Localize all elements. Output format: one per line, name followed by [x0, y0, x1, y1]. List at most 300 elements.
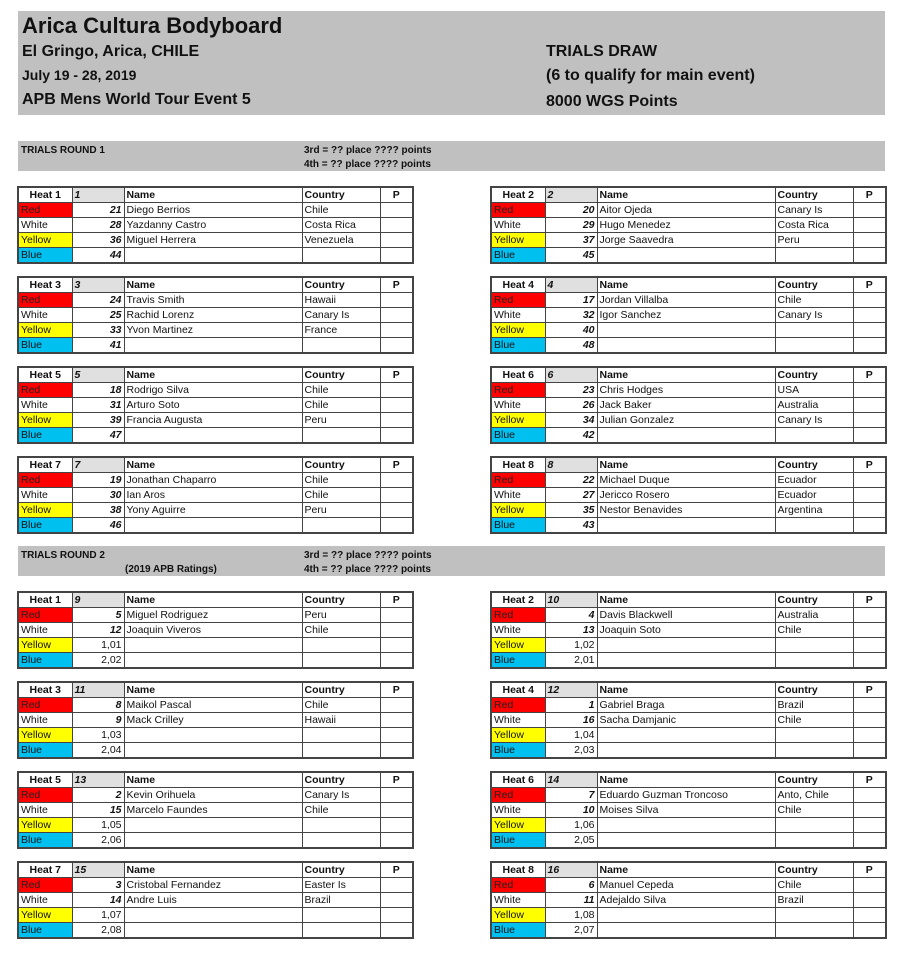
jersey-color: Blue [18, 428, 72, 444]
heat-row [18, 203, 413, 218]
heat-header-row [18, 457, 413, 473]
place-column-header: P [853, 367, 886, 383]
place-cell [853, 818, 886, 833]
heat-row [491, 338, 886, 354]
heat-row [18, 398, 413, 413]
jersey-color: Red [491, 383, 545, 398]
surfer-name [597, 923, 775, 939]
surfer-country: Chile [775, 878, 853, 893]
seed: 29 [545, 218, 597, 233]
place-column-header: P [380, 862, 413, 878]
heat-row [18, 413, 413, 428]
heat-row [491, 428, 886, 444]
heat-label: Heat 3 [18, 682, 72, 698]
heat-table [17, 591, 414, 669]
surfer-country: Venezuela [302, 233, 380, 248]
seed: 8 [72, 698, 124, 713]
surfer-country: Canary Is [775, 413, 853, 428]
surfer-name [124, 653, 302, 669]
jersey-color: Blue [491, 428, 545, 444]
place-column-header: P [853, 457, 886, 473]
place-cell [380, 728, 413, 743]
surfer-name [597, 653, 775, 669]
jersey-color: Yellow [18, 323, 72, 338]
surfer-name [597, 428, 775, 444]
jersey-color: White [18, 713, 72, 728]
seed: 2,01 [545, 653, 597, 669]
seed: 7 [545, 788, 597, 803]
surfer-name: Yvon Martinez [124, 323, 302, 338]
surfer-name [597, 818, 775, 833]
event-header [18, 11, 885, 115]
surfer-country [775, 728, 853, 743]
jersey-color: Yellow [18, 818, 72, 833]
heat-number: 13 [72, 772, 124, 788]
place-cell [380, 908, 413, 923]
heat-row [491, 623, 886, 638]
heat-table [490, 456, 887, 534]
heat-row [491, 893, 886, 908]
heat-row [18, 518, 413, 534]
place-cell [380, 893, 413, 908]
heat-row [491, 413, 886, 428]
surfer-country: Chile [302, 488, 380, 503]
heat-header-row [491, 862, 886, 878]
surfer-name: Kevin Orihuela [124, 788, 302, 803]
event-location: El Gringo, Arica, CHILE [22, 43, 200, 60]
heat-row [18, 293, 413, 308]
place-cell [380, 398, 413, 413]
heat-row [491, 248, 886, 264]
heat-number: 6 [545, 367, 597, 383]
place-cell [380, 503, 413, 518]
place-cell [380, 638, 413, 653]
seed: 26 [545, 398, 597, 413]
jersey-color: White [18, 398, 72, 413]
surfer-name: Manuel Cepeda [597, 878, 775, 893]
surfer-country [302, 428, 380, 444]
heat-row [491, 518, 886, 534]
surfer-name: Ian Aros [124, 488, 302, 503]
name-column-header: Name [124, 592, 302, 608]
seed: 28 [72, 218, 124, 233]
surfer-name: Joaquin Soto [597, 623, 775, 638]
seed: 33 [72, 323, 124, 338]
country-column-header: Country [775, 682, 853, 698]
name-column-header: Name [597, 367, 775, 383]
heat-table [17, 681, 414, 759]
surfer-country [775, 338, 853, 354]
jersey-color: Red [491, 878, 545, 893]
heat-table [490, 681, 887, 759]
seed: 1,02 [545, 638, 597, 653]
surfer-name [124, 818, 302, 833]
seed: 22 [545, 473, 597, 488]
surfer-name: Hugo Menedez [597, 218, 775, 233]
place-cell [853, 803, 886, 818]
place-cell [853, 383, 886, 398]
surfer-country: Costa Rica [302, 218, 380, 233]
jersey-color: White [491, 488, 545, 503]
jersey-color: Blue [18, 338, 72, 354]
surfer-country [302, 833, 380, 849]
jersey-color: Blue [491, 653, 545, 669]
place-cell [380, 473, 413, 488]
jersey-color: Blue [491, 518, 545, 534]
jersey-color: Yellow [491, 908, 545, 923]
seed: 2,05 [545, 833, 597, 849]
surfer-name: Adejaldo Silva [597, 893, 775, 908]
place-cell [853, 728, 886, 743]
place-column-header: P [380, 457, 413, 473]
place-cell [853, 203, 886, 218]
heat-row [18, 308, 413, 323]
heat-label: Heat 5 [18, 772, 72, 788]
place-cell [853, 923, 886, 939]
seed: 21 [72, 203, 124, 218]
seed: 1,06 [545, 818, 597, 833]
jersey-color: Yellow [491, 728, 545, 743]
heat-header-row [18, 772, 413, 788]
jersey-color: Yellow [18, 638, 72, 653]
surfer-country: Chile [302, 698, 380, 713]
heat-row [18, 248, 413, 264]
heat-label: Heat 2 [491, 592, 545, 608]
seed: 20 [545, 203, 597, 218]
name-column-header: Name [124, 277, 302, 293]
heat-label: Heat 6 [491, 772, 545, 788]
heat-label: Heat 6 [491, 367, 545, 383]
jersey-color: Blue [491, 338, 545, 354]
heat-row [491, 308, 886, 323]
heat-row [491, 608, 886, 623]
event-title: Arica Cultura Bodyboard [22, 13, 283, 38]
surfer-name: Michael Duque [597, 473, 775, 488]
place-cell [380, 218, 413, 233]
place-cell [380, 203, 413, 218]
surfer-name [124, 743, 302, 759]
seed: 36 [72, 233, 124, 248]
surfer-country [302, 923, 380, 939]
round-title: TRIALS ROUND 1 [21, 145, 105, 156]
round-subtitle: (2019 APB Ratings) [125, 564, 217, 575]
heat-header-row [18, 682, 413, 698]
seed: 25 [72, 308, 124, 323]
country-column-header: Country [302, 367, 380, 383]
surfer-country: Easter Is [302, 878, 380, 893]
surfer-country: Hawaii [302, 293, 380, 308]
heat-number: 15 [72, 862, 124, 878]
place-cell [853, 308, 886, 323]
seed: 15 [72, 803, 124, 818]
heat-header-row [18, 187, 413, 203]
heat-row [18, 383, 413, 398]
surfer-country [302, 248, 380, 264]
seed: 2,04 [72, 743, 124, 759]
seed: 47 [72, 428, 124, 444]
heat-header-row [491, 367, 886, 383]
place-column-header: P [853, 772, 886, 788]
place-cell [853, 743, 886, 759]
heat-table [17, 456, 414, 534]
place-cell [380, 308, 413, 323]
heat-row [18, 608, 413, 623]
heat-number: 3 [72, 277, 124, 293]
jersey-color: White [491, 398, 545, 413]
surfer-country [775, 833, 853, 849]
seed: 2,02 [72, 653, 124, 669]
heat-row [18, 743, 413, 759]
place-cell [380, 488, 413, 503]
jersey-color: White [491, 803, 545, 818]
name-column-header: Name [124, 682, 302, 698]
jersey-color: Blue [18, 923, 72, 939]
surfer-name: Jericco Rosero [597, 488, 775, 503]
seed: 12 [72, 623, 124, 638]
heat-row [18, 503, 413, 518]
round-header [18, 141, 885, 171]
heat-table [490, 276, 887, 354]
surfer-name: Nestor Benavides [597, 503, 775, 518]
surfer-country [775, 428, 853, 444]
heat-number: 11 [72, 682, 124, 698]
place-cell [853, 878, 886, 893]
surfer-country: Argentina [775, 503, 853, 518]
country-column-header: Country [775, 457, 853, 473]
surfer-name: Yazdanny Castro [124, 218, 302, 233]
surfer-country: France [302, 323, 380, 338]
surfer-name: Joaquin Viveros [124, 623, 302, 638]
heat-table [17, 186, 414, 264]
points-note: 8000 WGS Points [546, 93, 678, 110]
heat-row [491, 833, 886, 849]
surfer-name [597, 638, 775, 653]
surfer-name: Jorge Saavedra [597, 233, 775, 248]
surfer-name [124, 518, 302, 534]
surfer-name: Miguel Rodriguez [124, 608, 302, 623]
surfer-country: Chile [302, 398, 380, 413]
place-cell [380, 383, 413, 398]
heat-row [491, 203, 886, 218]
heat-row [491, 473, 886, 488]
country-column-header: Country [302, 682, 380, 698]
seed: 1 [545, 698, 597, 713]
jersey-color: Red [491, 473, 545, 488]
surfer-name: Diego Berrios [124, 203, 302, 218]
country-column-header: Country [775, 187, 853, 203]
heat-row [491, 638, 886, 653]
surfer-country: Chile [775, 293, 853, 308]
surfer-country: Chile [302, 383, 380, 398]
place-cell [853, 218, 886, 233]
jersey-color: Yellow [491, 413, 545, 428]
surfer-country: Australia [775, 398, 853, 413]
place-cell [853, 518, 886, 534]
jersey-color: White [18, 803, 72, 818]
place-cell [380, 833, 413, 849]
place-cell [853, 503, 886, 518]
surfer-name: Sacha Damjanic [597, 713, 775, 728]
jersey-color: Blue [491, 833, 545, 849]
surfer-country: Ecuador [775, 473, 853, 488]
place-cell [380, 248, 413, 264]
place-column-header: P [853, 592, 886, 608]
heat-header-row [18, 592, 413, 608]
place-cell [853, 248, 886, 264]
heat-number: 12 [545, 682, 597, 698]
seed: 6 [545, 878, 597, 893]
surfer-name: Jack Baker [597, 398, 775, 413]
heat-table [490, 591, 887, 669]
heat-label: Heat 7 [18, 457, 72, 473]
seed: 45 [545, 248, 597, 264]
surfer-country [302, 653, 380, 669]
surfer-country [775, 638, 853, 653]
place-cell [380, 623, 413, 638]
jersey-color: Yellow [491, 818, 545, 833]
heat-label: Heat 5 [18, 367, 72, 383]
surfer-name: Arturo Soto [124, 398, 302, 413]
heat-table [17, 771, 414, 849]
jersey-color: White [18, 623, 72, 638]
jersey-color: Blue [491, 743, 545, 759]
heat-number: 14 [545, 772, 597, 788]
seed: 30 [72, 488, 124, 503]
place-column-header: P [380, 187, 413, 203]
place-cell [380, 293, 413, 308]
surfer-country: USA [775, 383, 853, 398]
surfer-country: Canary Is [775, 203, 853, 218]
surfer-country: Brazil [775, 698, 853, 713]
surfer-country: Chile [775, 713, 853, 728]
heat-row [18, 713, 413, 728]
fourth-place-points: 4th = ?? place ???? points [304, 159, 431, 170]
heat-row [18, 818, 413, 833]
heat-row [491, 923, 886, 939]
place-cell [380, 713, 413, 728]
seed: 17 [545, 293, 597, 308]
place-cell [853, 413, 886, 428]
seed: 11 [545, 893, 597, 908]
jersey-color: White [491, 713, 545, 728]
place-cell [853, 323, 886, 338]
place-cell [380, 653, 413, 669]
surfer-name [124, 248, 302, 264]
surfer-country [302, 338, 380, 354]
surfer-country: Australia [775, 608, 853, 623]
surfer-country: Hawaii [302, 713, 380, 728]
surfer-country: Peru [775, 233, 853, 248]
heat-row [491, 218, 886, 233]
event-dates: July 19 - 28, 2019 [22, 67, 137, 83]
country-column-header: Country [302, 187, 380, 203]
surfer-name [597, 743, 775, 759]
heat-header-row [491, 457, 886, 473]
seed: 2,07 [545, 923, 597, 939]
surfer-name: Gabriel Braga [597, 698, 775, 713]
event-tour: APB Mens World Tour Event 5 [22, 91, 251, 108]
heat-row [491, 698, 886, 713]
country-column-header: Country [775, 277, 853, 293]
surfer-country [775, 653, 853, 669]
heat-label: Heat 8 [491, 457, 545, 473]
jersey-color: Red [18, 473, 72, 488]
country-column-header: Country [775, 772, 853, 788]
heat-row [18, 218, 413, 233]
surfer-name: Andre Luis [124, 893, 302, 908]
name-column-header: Name [124, 367, 302, 383]
heat-table [490, 771, 887, 849]
surfer-name [124, 428, 302, 444]
draw-title: TRIALS DRAW [546, 43, 658, 60]
country-column-header: Country [302, 457, 380, 473]
heat-row [491, 293, 886, 308]
surfer-name: Davis Blackwell [597, 608, 775, 623]
heat-number: 1 [72, 187, 124, 203]
surfer-country: Peru [302, 413, 380, 428]
heat-row [491, 233, 886, 248]
heat-row [18, 833, 413, 849]
surfer-country [302, 908, 380, 923]
surfer-country [775, 743, 853, 759]
heat-header-row [491, 682, 886, 698]
country-column-header: Country [775, 367, 853, 383]
heat-row [18, 728, 413, 743]
jersey-color: Red [18, 608, 72, 623]
surfer-name: Chris Hodges [597, 383, 775, 398]
heat-row [18, 428, 413, 444]
heat-table [17, 276, 414, 354]
surfer-country [302, 638, 380, 653]
place-cell [380, 788, 413, 803]
place-column-header: P [853, 277, 886, 293]
heat-header-row [18, 277, 413, 293]
heat-row [491, 818, 886, 833]
surfer-name: Igor Sanchez [597, 308, 775, 323]
seed: 37 [545, 233, 597, 248]
seed: 2,08 [72, 923, 124, 939]
place-cell [380, 413, 413, 428]
seed: 1,04 [545, 728, 597, 743]
heat-header-row [491, 772, 886, 788]
place-cell [380, 428, 413, 444]
surfer-country [775, 323, 853, 338]
seed: 42 [545, 428, 597, 444]
surfer-name [597, 833, 775, 849]
seed: 16 [545, 713, 597, 728]
heat-table [490, 186, 887, 264]
surfer-country: Chile [302, 473, 380, 488]
surfer-name [124, 728, 302, 743]
surfer-name: Cristobal Fernandez [124, 878, 302, 893]
surfer-country: Canary Is [302, 788, 380, 803]
seed: 19 [72, 473, 124, 488]
surfer-country: Chile [302, 623, 380, 638]
seed: 1,08 [545, 908, 597, 923]
seed: 2,03 [545, 743, 597, 759]
jersey-color: White [491, 308, 545, 323]
heat-header-row [18, 367, 413, 383]
heat-row [18, 323, 413, 338]
surfer-country: Anto, Chile [775, 788, 853, 803]
country-column-header: Country [302, 277, 380, 293]
surfer-country [302, 518, 380, 534]
jersey-color: Yellow [18, 503, 72, 518]
heat-table [17, 366, 414, 444]
seed: 1,03 [72, 728, 124, 743]
seed: 34 [545, 413, 597, 428]
country-column-header: Country [302, 772, 380, 788]
